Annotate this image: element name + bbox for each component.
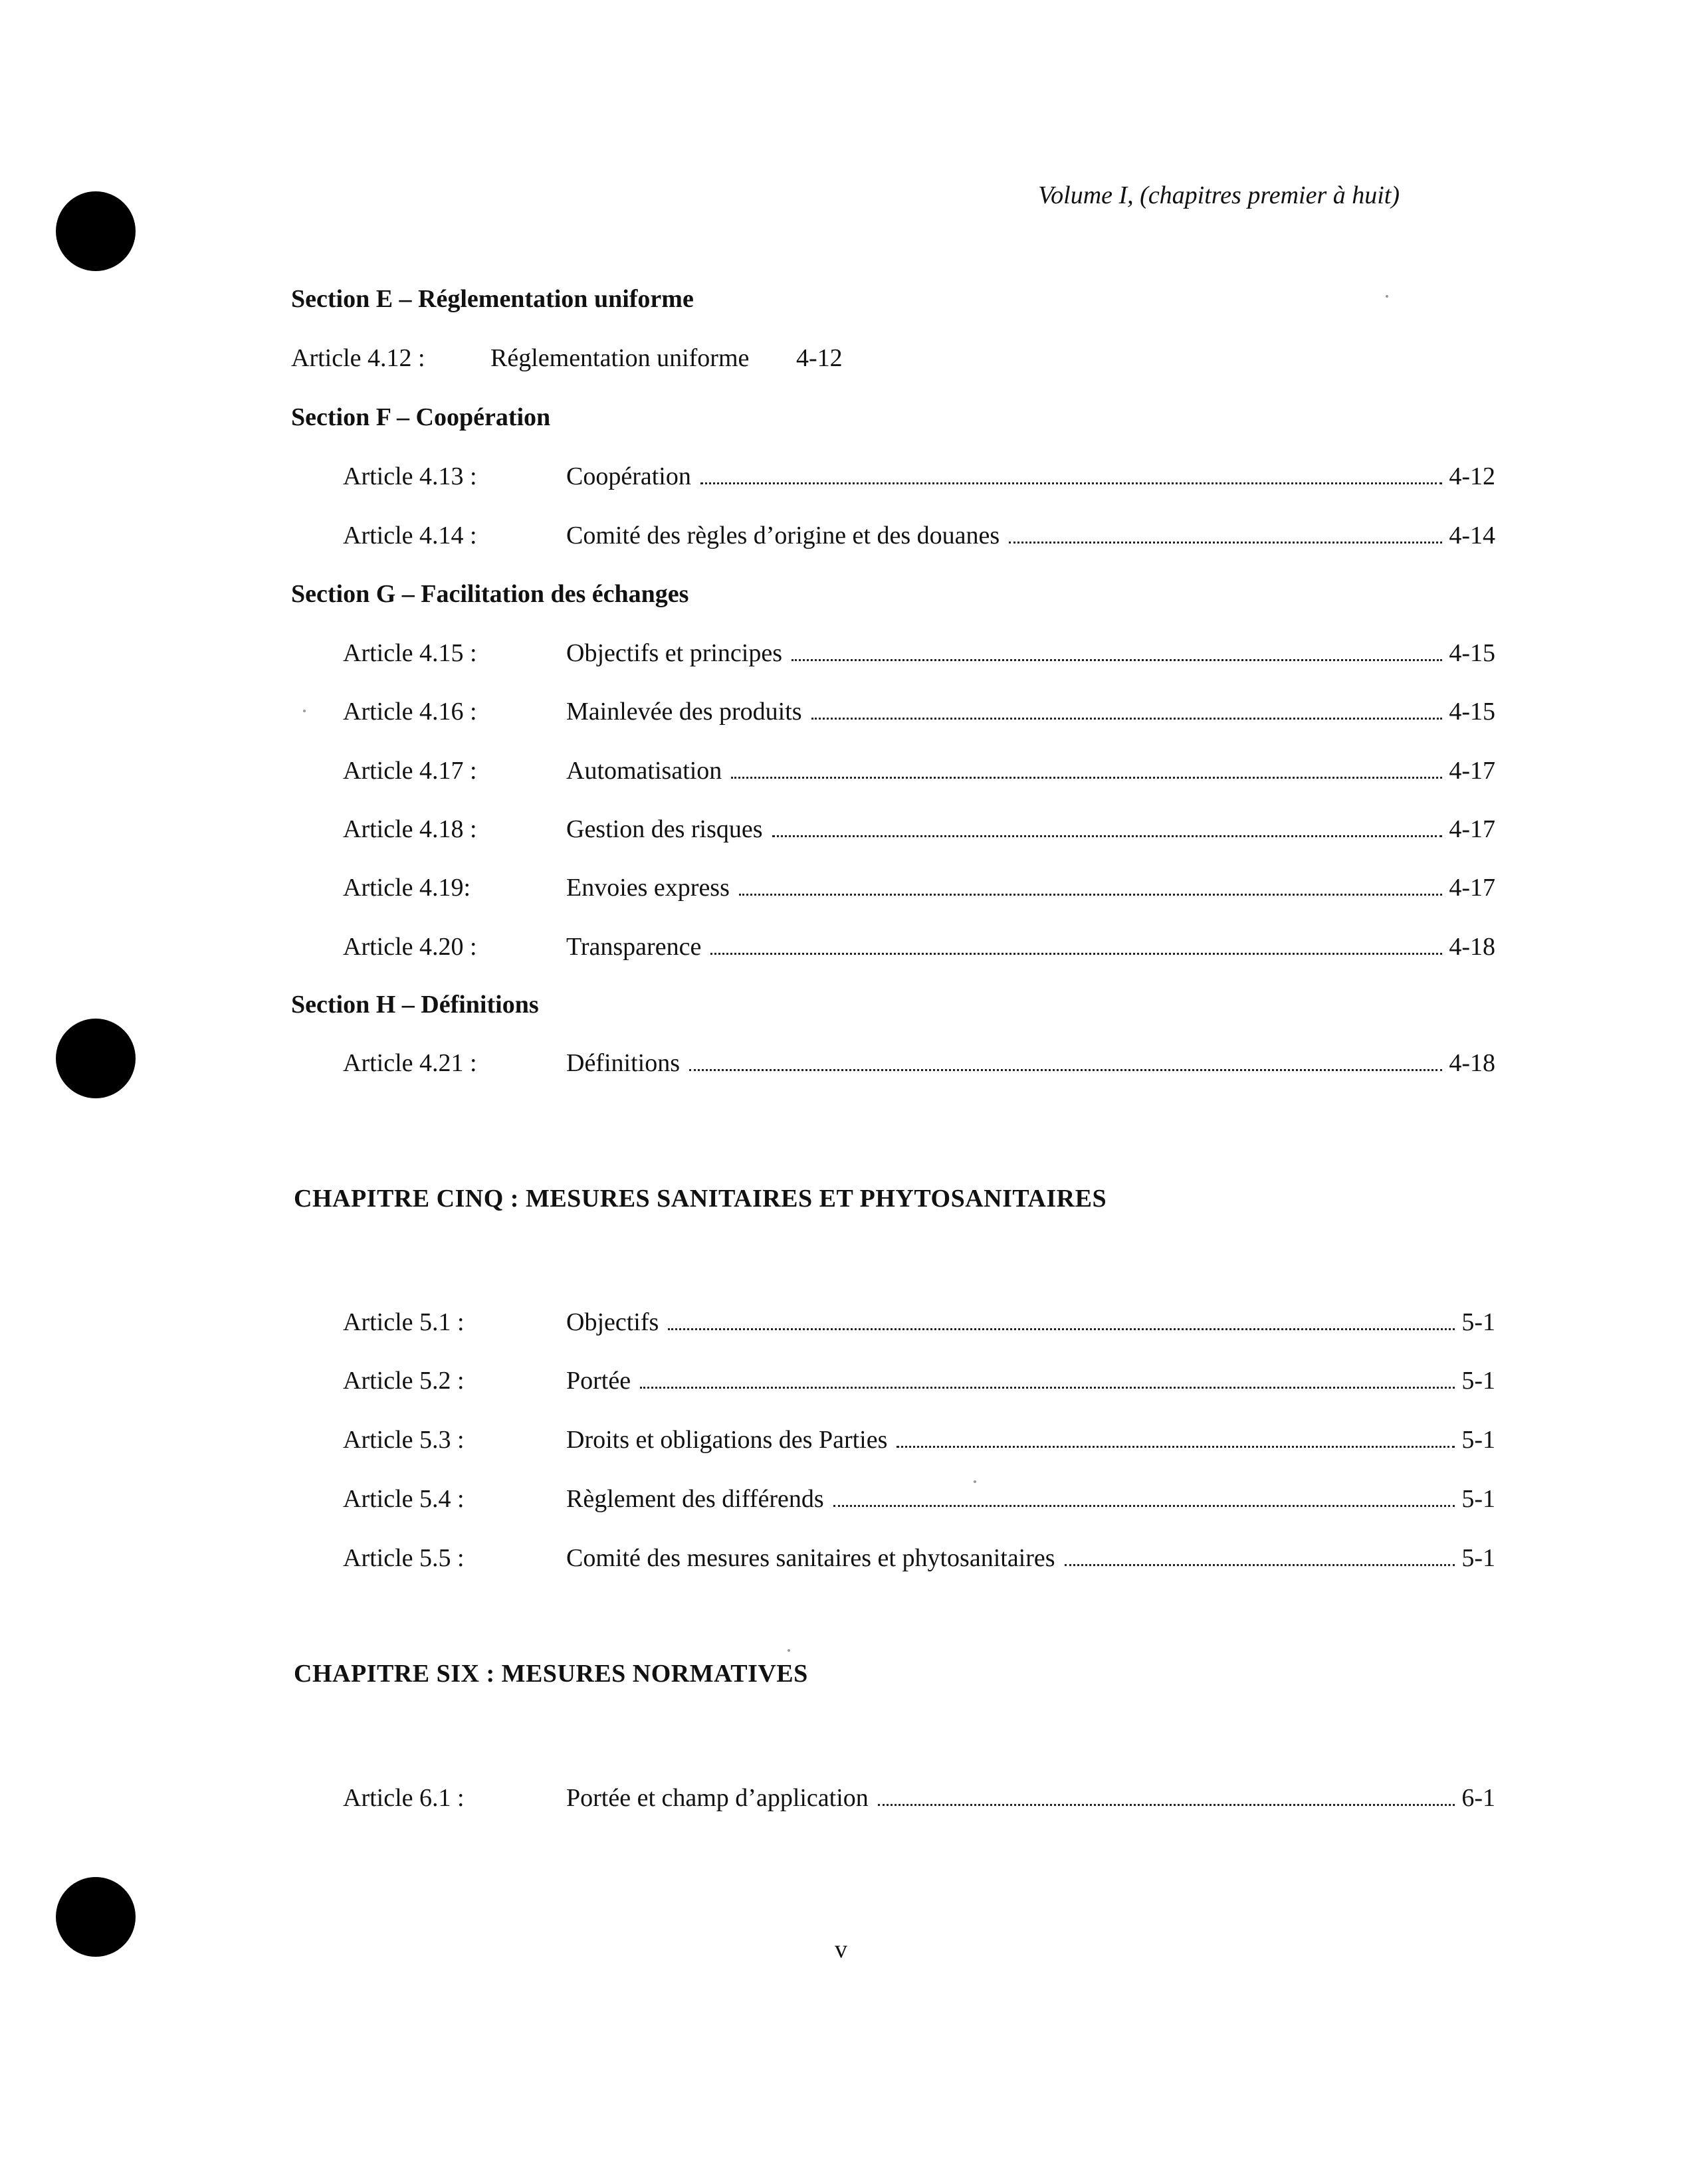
page-ref: 4-15 <box>1449 698 1495 726</box>
toc-entry-4-16[interactable] <box>343 697 1495 730</box>
dot-leader <box>811 717 1443 720</box>
toc-entry-4-18[interactable] <box>343 815 1495 848</box>
toc-entry-4-14[interactable] <box>343 521 1495 554</box>
article-number: Article 4.18 : <box>343 815 477 843</box>
toc-entry-4-15[interactable] <box>343 639 1495 672</box>
scan-speck <box>1386 295 1388 298</box>
dot-leader <box>739 893 1442 896</box>
article-title: Envoies express <box>566 874 730 902</box>
article-title: Portée et champ d’application <box>566 1784 869 1812</box>
dot-leader <box>1065 1563 1455 1566</box>
scan-speck <box>974 1480 976 1483</box>
toc-entry-4-20[interactable] <box>343 932 1495 965</box>
page-ref: 5-1 <box>1461 1308 1495 1336</box>
running-header: Volume I, (chapitres premier à huit) <box>1038 181 1400 209</box>
section-heading-f: Section F – Coopération <box>291 403 551 431</box>
article-title: Objectifs et principes <box>566 639 783 667</box>
toc-entry-4-12[interactable] <box>291 344 843 373</box>
punch-hole-bottom <box>56 1877 136 1957</box>
article-title: Gestion des risques <box>566 815 763 843</box>
article-number: Article 4.19: <box>343 874 471 902</box>
scan-speck <box>303 710 306 712</box>
dot-leader <box>772 835 1443 837</box>
article-title: Définitions <box>566 1049 680 1077</box>
article-number: Article 4.16 : <box>343 698 477 726</box>
dot-leader <box>640 1386 1455 1389</box>
section-heading-g: Section G – Facilitation des échanges <box>291 580 689 608</box>
article-title: Comité des mesures sanitaires et phytosanitaires <box>566 1544 1055 1572</box>
article-number: Article 4.15 : <box>343 639 477 667</box>
toc-entry-5-1[interactable] <box>343 1308 1495 1341</box>
article-number: Article 4.20 : <box>343 933 477 961</box>
page-ref: 5-1 <box>1461 1426 1495 1454</box>
dot-leader <box>689 1068 1442 1071</box>
page-ref: 6-1 <box>1461 1784 1495 1812</box>
article-title: Transparence <box>566 933 702 961</box>
toc-entry-4-19[interactable] <box>343 873 1495 906</box>
page-ref: 4-14 <box>1449 522 1495 549</box>
article-number: Article 5.5 : <box>343 1544 465 1572</box>
page-ref: 5-1 <box>1461 1367 1495 1395</box>
toc-entry-5-2[interactable] <box>343 1366 1495 1399</box>
article-title: Réglementation uniforme <box>490 344 750 372</box>
page-ref: 4-18 <box>1449 1049 1495 1077</box>
article-title: Règlement des différends <box>566 1485 824 1513</box>
page-ref: 4-18 <box>1449 933 1495 961</box>
article-number: Article 4.14 : <box>343 522 477 549</box>
page-ref: 4-17 <box>1449 757 1495 785</box>
article-number: Article 5.4 : <box>343 1485 465 1513</box>
dot-leader <box>897 1445 1455 1448</box>
article-number: Article 5.2 : <box>343 1367 465 1395</box>
article-title: Droits et obligations des Parties <box>566 1426 888 1454</box>
dot-leader <box>731 776 1442 779</box>
toc-entry-4-13[interactable] <box>343 462 1495 495</box>
toc-entry-4-21[interactable] <box>343 1048 1495 1082</box>
page-ref: 4-15 <box>1449 639 1495 667</box>
section-heading-e: Section E – Réglementation uniforme <box>291 285 694 313</box>
article-number: Article 5.1 : <box>343 1308 465 1336</box>
article-number: Article 6.1 : <box>343 1784 465 1812</box>
article-number: Article 5.3 : <box>343 1426 465 1454</box>
dot-leader <box>833 1504 1455 1507</box>
article-title: Automatisation <box>566 757 722 785</box>
article-number: Article 4.13 : <box>343 462 477 490</box>
section-heading-h: Section H – Définitions <box>291 991 539 1019</box>
dot-leader <box>1009 541 1442 544</box>
toc-entry-5-3[interactable] <box>343 1425 1495 1458</box>
page-ref: 4-12 <box>796 344 843 372</box>
toc-entry-4-17[interactable] <box>343 756 1495 789</box>
article-title: Coopération <box>566 462 691 490</box>
toc-entry-5-5[interactable] <box>343 1543 1495 1577</box>
page-ref: 4-12 <box>1449 462 1495 490</box>
chapter-heading-six: CHAPITRE SIX : MESURES NORMATIVES <box>294 1660 808 1688</box>
dot-leader <box>710 952 1442 955</box>
toc-entry-5-4[interactable] <box>343 1484 1495 1518</box>
article-number: Article 4.12 : <box>291 344 425 372</box>
article-number: Article 4.21 : <box>343 1049 477 1077</box>
scan-speck <box>788 1649 790 1652</box>
page-ref: 4-17 <box>1449 815 1495 843</box>
punch-hole-middle <box>56 1019 136 1098</box>
page-ref: 5-1 <box>1461 1485 1495 1513</box>
article-title: Mainlevée des produits <box>566 698 802 726</box>
article-title: Objectifs <box>566 1308 659 1336</box>
article-title: Comité des règles d’origine et des douanes <box>566 522 1000 549</box>
toc-entry-6-1[interactable] <box>343 1783 1495 1817</box>
dot-leader <box>700 482 1442 484</box>
chapter-heading-five: CHAPITRE CINQ : MESURES SANITAIRES ET PHYTOSANITAIRES <box>294 1185 1107 1213</box>
dot-leader <box>668 1328 1455 1330</box>
dot-leader <box>878 1803 1455 1806</box>
dot-leader <box>792 658 1442 661</box>
punch-hole-top <box>56 191 136 271</box>
page-ref: 4-17 <box>1449 874 1495 902</box>
page-number: v <box>835 1936 847 1963</box>
page-ref: 5-1 <box>1461 1544 1495 1572</box>
article-number: Article 4.17 : <box>343 757 477 785</box>
article-title: Portée <box>566 1367 631 1395</box>
